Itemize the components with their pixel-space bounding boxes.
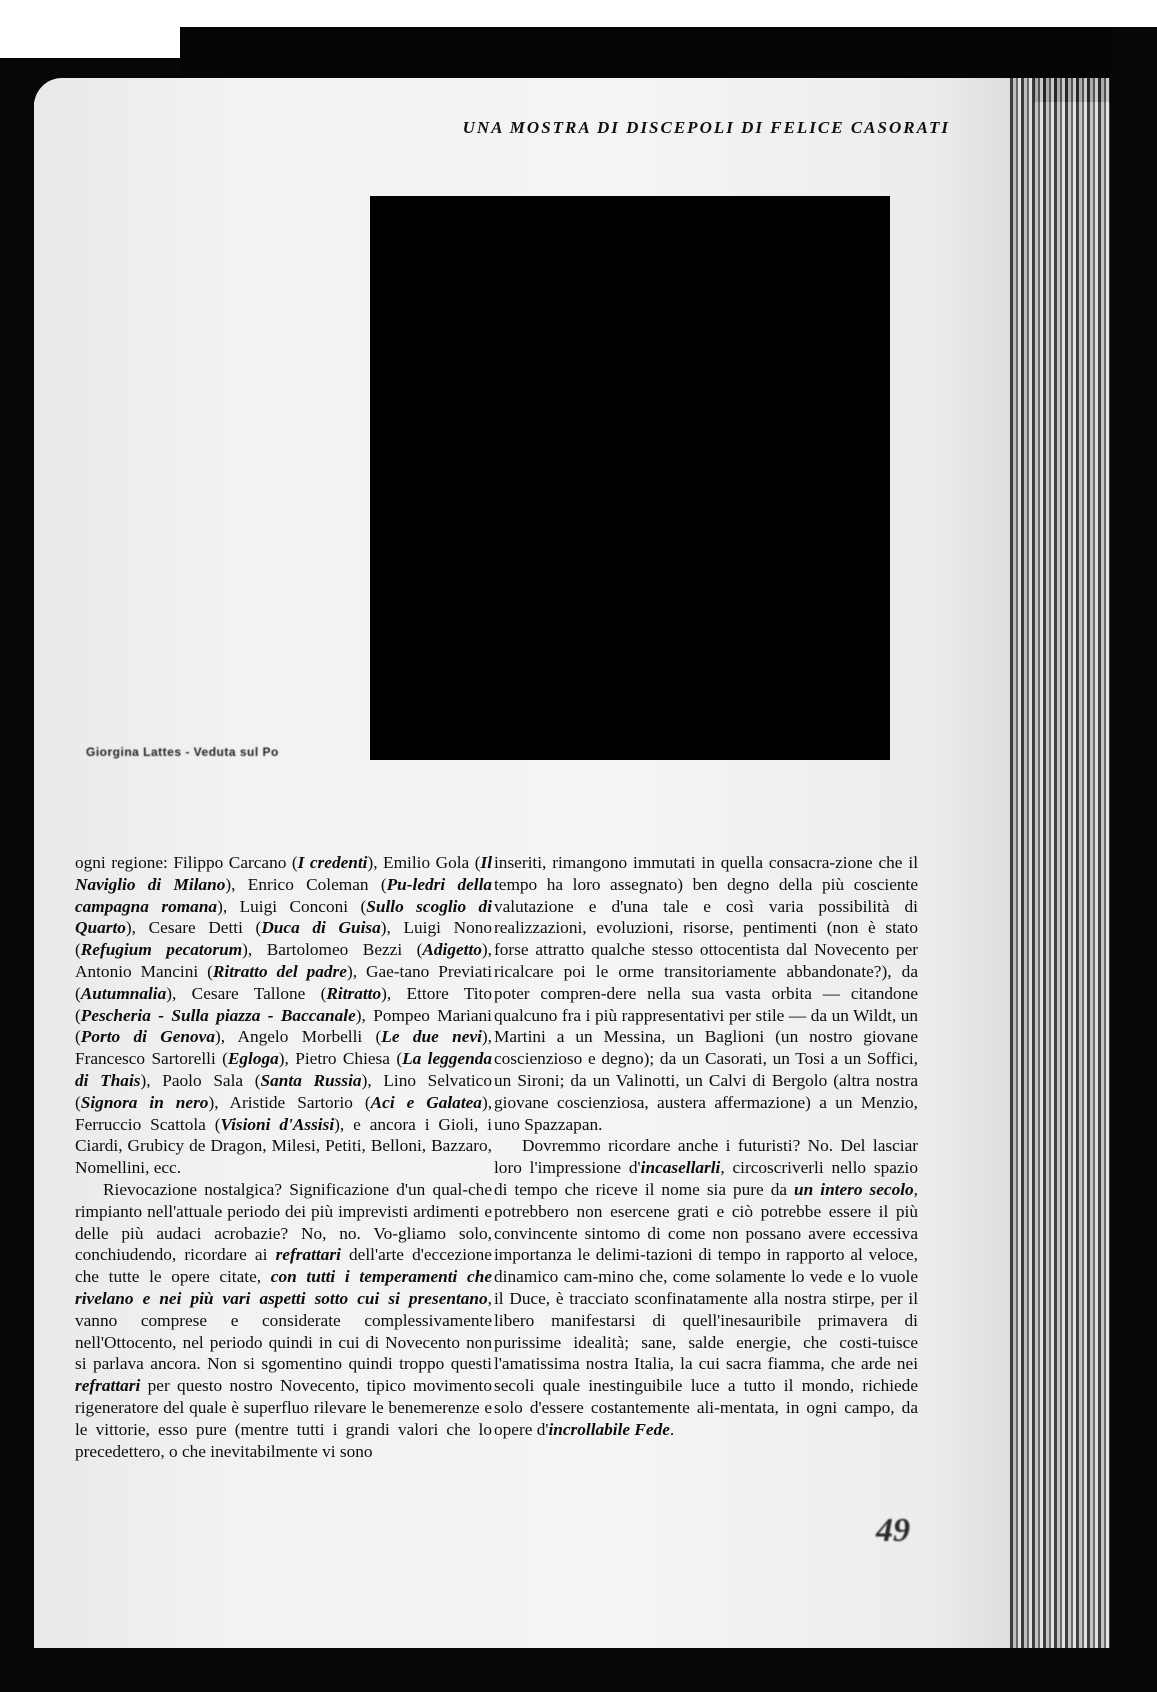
text-run: ), Ettore Tito (	[75, 983, 492, 1025]
text-run: ), e ancora i Gioli, i Ciardi, Grubicy de Dragon, Milesi, Petiti, Belloni, Bazzaro, Nomellini, ecc.	[75, 1114, 493, 1178]
text-run: ), Cesare Tallone (	[166, 983, 327, 1003]
page-number: 49	[876, 1512, 910, 1549]
paragraph	[494, 1135, 918, 1440]
artwork-title: Pescheria - Sulla piazza - Baccanale	[80, 1005, 356, 1025]
artwork-title: Duca di Guisa	[261, 918, 381, 938]
text-run: ), Bartolomeo Bezzi (	[242, 940, 423, 960]
artwork-title: Ritratto	[326, 983, 382, 1003]
scan-border-bottom	[34, 1648, 1110, 1692]
text-run: , vanno comprese e considerate complessivamente nell'Ottocento, nel periodo quindi in cui di Novecento non si parlava ancora. Non si sgomentino quindi troppo questi	[75, 1288, 492, 1374]
artwork-title: Pu-ledri della campagna romana	[75, 874, 493, 916]
image-caption: Giorgina Lattes - Veduta sul Po	[86, 745, 279, 759]
text-run: ), Emilio Gola (	[367, 853, 481, 872]
text-run: ), Pietro Chiesa (	[278, 1049, 403, 1069]
text-run: ), Enrico Coleman (	[225, 874, 387, 894]
text-run: ), Lino Selvatico (	[75, 1070, 492, 1112]
text-run: ), Angelo Morbelli (	[215, 1027, 382, 1047]
text-run: Dovremmo ricordare anche i futuristi? No. Del lasciar loro l'impressione d'	[494, 1136, 918, 1178]
artwork-title: Sullo scoglio di Quarto	[75, 896, 492, 938]
artwork-title: refrattari	[275, 1245, 341, 1265]
artwork-title: Egloga	[227, 1049, 279, 1069]
artwork-title: I credenti	[297, 853, 368, 872]
text-run: ogni regione: Filippo Carcano (	[75, 853, 298, 872]
artwork-title: La leggenda di Thais	[75, 1049, 492, 1090]
text-run: inseriti, rimangono immutati in quella consacra-zione che il tempo ha loro assegnato) ben degno della più cosciente valutazione e d'una tale e così varia possibilità di realizzazioni, evoluzioni, risorse, pentimenti (non è stato forse attratto qualche stesso ottocentista dal Novecento per ricalcare poi le orme transitoriamente abbandonate?), da poter compren-dere nella sua vasta orbita — citandone qualcuno fra i più rappresentativi per stile — da un Wildt, un Martini a un Messina, un Baglioni (un nostro giovane coscienzioso e degno); da un Casorati, un Tosi a un Soffici, un Sironi; da un Valinotti, un Calvi di Bergolo (altra nostra giovane coscienziosa, austera affermazione) a un Menzio, uno Spazzapan.	[494, 853, 918, 1134]
artwork-title: Refugium pecatorum	[80, 940, 243, 960]
text-run: , circoscriverli nello spazio di tempo che riceve il nome sia pure da	[494, 1158, 918, 1199]
artwork-title: Il Naviglio di Milano	[75, 853, 492, 894]
text-run: ), Cesare Detti (	[125, 918, 262, 938]
text-run: per questo nostro Novecento, tipico movimento rigeneratore del quale è superfluo rilevare le benemerenze e le vittorie, esso pure (mentre tutti i grandi valori che lo precedettero, o che inevitabilmente vi sono	[75, 1376, 492, 1461]
left-column	[75, 852, 492, 1462]
artwork-title: incasellarli	[640, 1158, 721, 1178]
scan-border-right	[1110, 27, 1157, 1692]
text-run: dell'arte d'eccezione che tutte le opere citate,	[75, 1245, 492, 1287]
artwork-title: Le due nevi	[381, 1027, 482, 1047]
paragraph	[75, 852, 492, 1179]
text-run: ), Francesco Sartorelli (	[75, 1027, 492, 1069]
artwork-title: Santa Russia	[260, 1070, 362, 1090]
text-run: , potrebbero non esercene grati e ciò potrebbe essere il più convincente sintomo di come non possano avere eccessiva importanza le delimi-tazioni di tempo in rapporto al veloce, dinamico cam-mino che, come solamente lo vede e lo vuole il Duce, è tracciato sconfinatamente alla nostra stirpe, per il libero manifestarsi di quell'inesauribile primavera di purissime idealità; sane, salde energie, che costi-tuisce l'amatissima nostra Italia, la cui sacra fiamma, che arde nei secoli quale inestinguibile luce a tutto il mondo, richiede solo d'essere costantemente ali-mentata, in ogni campo, da opere d'	[494, 1179, 918, 1439]
page-stack-edge	[1010, 78, 1110, 1648]
artwork-title: con tutti i temperamenti che rivelano e nei più vari aspetti sotto cui si presentano	[75, 1267, 492, 1308]
artwork-title: Autumnalia	[80, 983, 167, 1003]
artwork-title: incrollabile Fede	[548, 1419, 670, 1439]
running-head: UNA MOSTRA DI DISCEPOLI DI FELICE CASORATI	[462, 118, 950, 137]
text-run: ), Antonio Mancini (	[75, 940, 492, 981]
artwork-title: Porto di Genova	[80, 1027, 215, 1047]
text-run: Rievocazione nostalgica? Significazione d'un qual-che rimpianto nell'attuale periodo dei più imprevisti ardimenti e delle più audaci acrobazie? No, no. Vo-gliamo solo, conchiudendo, ricordare ai	[75, 1179, 492, 1265]
text-run: ), Luigi Conconi (	[217, 896, 367, 916]
artwork-title: refrattari	[75, 1376, 141, 1396]
text-run: ), Paolo Sala (	[140, 1070, 261, 1090]
text-run: .	[669, 1419, 675, 1439]
text-run: ), Ferruccio Scattola (	[75, 1092, 493, 1134]
text-run: ), Pompeo Mariani (	[75, 1005, 492, 1047]
artwork-title: Signora in nero	[80, 1092, 209, 1112]
paragraph	[75, 1179, 492, 1462]
text-run: ), Gae-tano Previati (	[75, 961, 492, 1003]
artwork-title: Visioni d'Assisi	[220, 1114, 335, 1134]
artwork-title: un intero secolo	[794, 1179, 914, 1199]
paragraph	[494, 852, 918, 1135]
artwork-title: Adigetto	[422, 940, 482, 960]
painting-reproduction	[370, 196, 890, 760]
artwork-title: Aci e Galatea	[370, 1092, 482, 1112]
right-column	[494, 852, 918, 1441]
text-run: ), Luigi Nono (	[75, 918, 492, 960]
artwork-title: Ritratto del padre	[212, 961, 347, 981]
scan-border-left	[0, 58, 34, 1692]
text-run: ), Aristide Sartorio (	[208, 1092, 371, 1112]
